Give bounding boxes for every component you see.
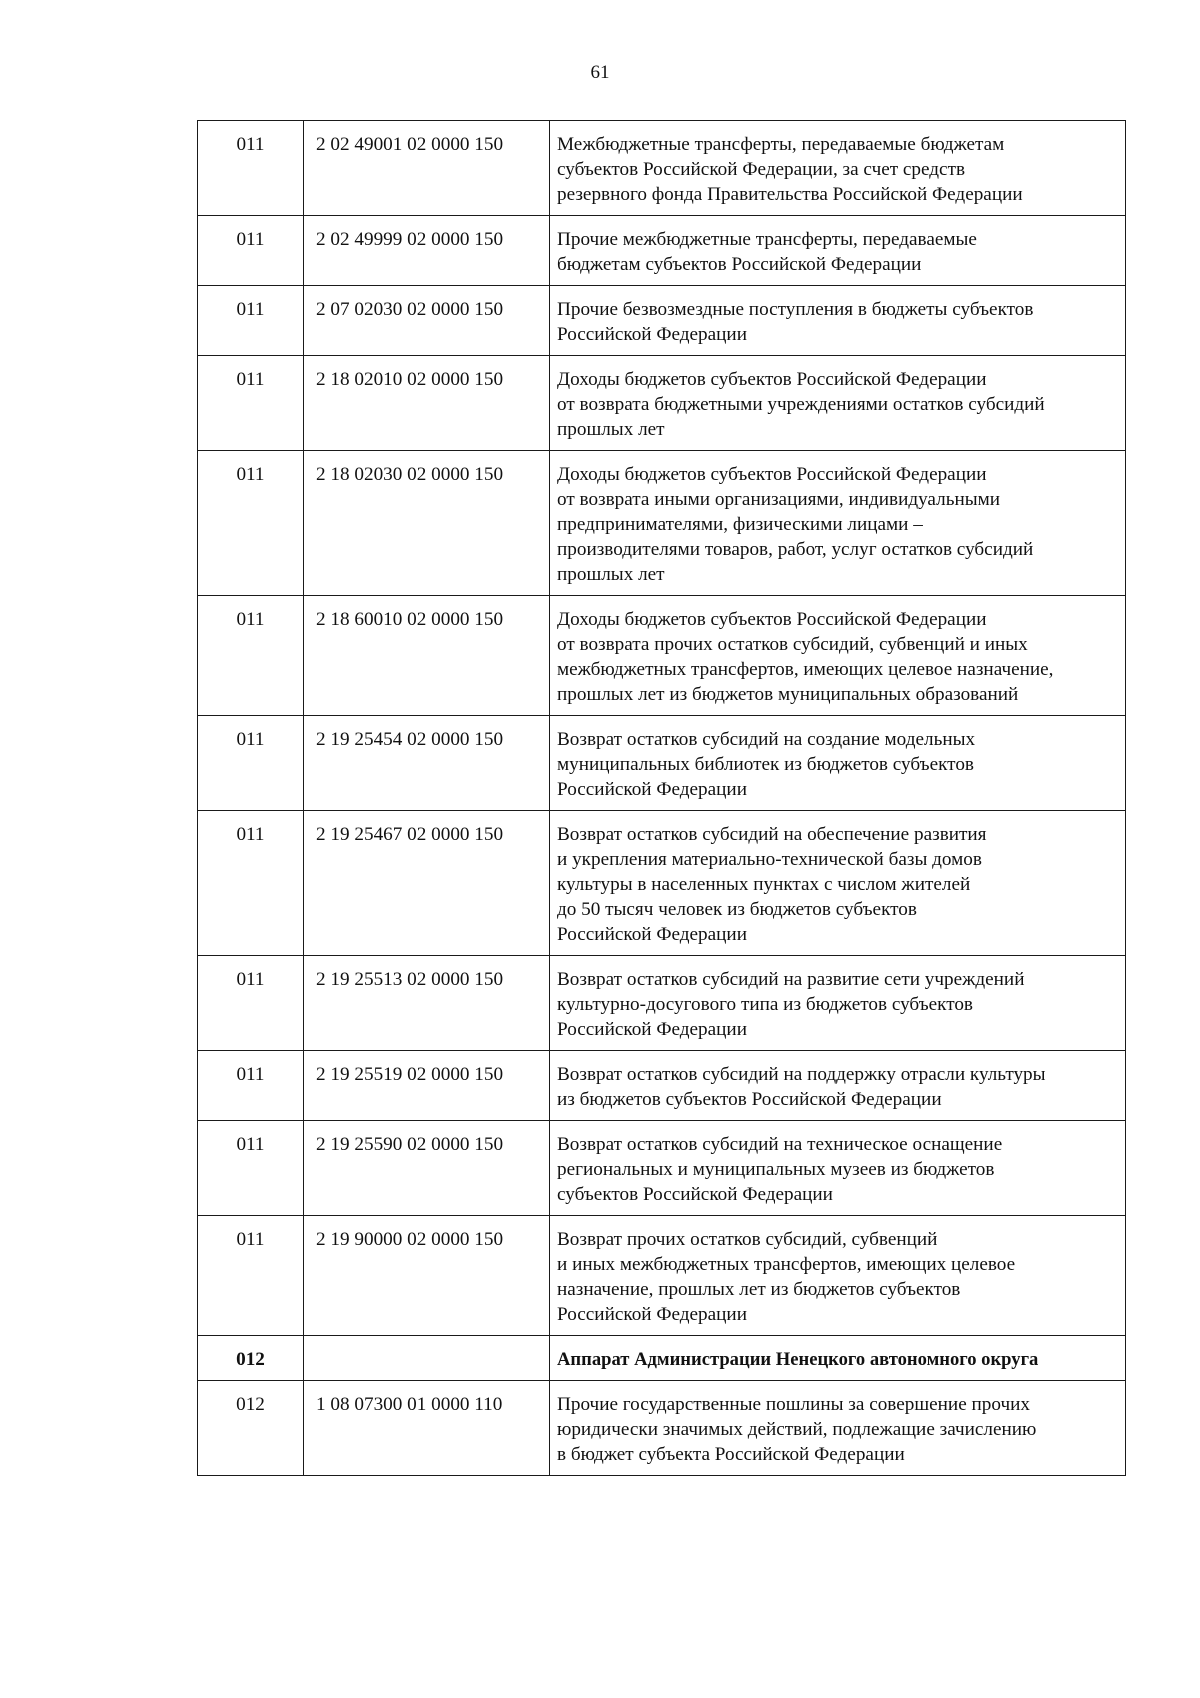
table-row	[198, 956, 1126, 1051]
page-number: 61	[590, 62, 610, 83]
table-row	[198, 216, 1126, 286]
budget-code-cell: 1 08 07300 01 0000 110	[304, 1381, 550, 1476]
revenue-name-cell: Возврат остатков субсидий на создание модельных муниципальных библиотек из бюджетов субъектов Российской Федерации	[550, 716, 1126, 811]
table-row	[198, 451, 1126, 596]
revenue-name-cell: Возврат остатков субсидий на поддержку отрасли культуры из бюджетов субъектов Российской Федерации	[550, 1051, 1126, 1121]
table-row	[198, 1121, 1126, 1216]
administrator-name-cell: Аппарат Администрации Ненецкого автономного округа	[550, 1336, 1126, 1381]
revenue-name-cell: Доходы бюджетов субъектов Российской Федерации от возврата бюджетными учреждениями остатков субсидий прошлых лет	[550, 356, 1126, 451]
budget-code-cell: 2 19 90000 02 0000 150	[304, 1216, 550, 1336]
revenue-name-cell: Прочие межбюджетные трансферты, передаваемые бюджетам субъектов Российской Федерации	[550, 216, 1126, 286]
admin-code-cell: 011	[198, 811, 304, 956]
budget-code-cell: 2 07 02030 02 0000 150	[304, 286, 550, 356]
budget-code-cell: 2 02 49001 02 0000 150	[304, 121, 550, 216]
admin-code-cell: 011	[198, 596, 304, 716]
table-row	[198, 1216, 1126, 1336]
admin-code-cell: 011	[198, 216, 304, 286]
budget-code-cell: 2 02 49999 02 0000 150	[304, 216, 550, 286]
table-body	[198, 121, 1126, 1476]
budget-code-cell: 2 19 25467 02 0000 150	[304, 811, 550, 956]
admin-code-cell: 011	[198, 716, 304, 811]
table-row	[198, 286, 1126, 356]
revenue-name-cell: Прочие государственные пошлины за совершение прочих юридически значимых действий, подлежащие зачислению в бюджет субъекта Российской Федерации	[550, 1381, 1126, 1476]
budget-code-cell: 2 18 02030 02 0000 150	[304, 451, 550, 596]
revenue-name-cell: Возврат прочих остатков субсидий, субвенций и иных межбюджетных трансфертов, имеющих целевое назначение, прошлых лет из бюджетов субъектов Российской Федерации	[550, 1216, 1126, 1336]
admin-code-cell: 011	[198, 121, 304, 216]
table-row	[198, 596, 1126, 716]
admin-code-cell: 011	[198, 356, 304, 451]
budget-code-cell: 2 19 25454 02 0000 150	[304, 716, 550, 811]
revenue-name-cell: Возврат остатков субсидий на развитие сети учреждений культурно-досугового типа из бюджетов субъектов Российской Федерации	[550, 956, 1126, 1051]
admin-code-cell: 011	[198, 1121, 304, 1216]
table-row	[198, 1051, 1126, 1121]
revenue-name-cell: Возврат остатков субсидий на техническое оснащение региональных и муниципальных музеев из бюджетов субъектов Российской Федерации	[550, 1121, 1126, 1216]
budget-code-cell: 2 18 02010 02 0000 150	[304, 356, 550, 451]
admin-code-cell: 011	[198, 451, 304, 596]
admin-code-cell: 011	[198, 1051, 304, 1121]
table-row	[198, 1381, 1126, 1476]
budget-code-cell	[304, 1336, 550, 1381]
budget-code-cell: 2 19 25513 02 0000 150	[304, 956, 550, 1051]
revenue-classification-table	[197, 120, 1126, 1476]
revenue-name-cell: Прочие безвозмездные поступления в бюджеты субъектов Российской Федерации	[550, 286, 1126, 356]
admin-code-cell: 012	[198, 1336, 304, 1381]
table-row	[198, 356, 1126, 451]
admin-code-cell: 011	[198, 286, 304, 356]
admin-code-cell: 012	[198, 1381, 304, 1476]
revenue-name-cell: Доходы бюджетов субъектов Российской Федерации от возврата иными организациями, индивидуальными предпринимателями, физическими лицами – производителями товаров, работ, услуг остатков субсидий прошлых лет	[550, 451, 1126, 596]
budget-code-cell: 2 19 25519 02 0000 150	[304, 1051, 550, 1121]
budget-code-cell: 2 18 60010 02 0000 150	[304, 596, 550, 716]
revenue-name-cell: Возврат остатков субсидий на обеспечение развития и укрепления материально-технической базы домов культуры в населенных пунктах с числом жителей до 50 тысяч человек из бюджетов субъектов Российской Федерации	[550, 811, 1126, 956]
admin-code-cell: 011	[198, 1216, 304, 1336]
table-row	[198, 121, 1126, 216]
budget-code-cell: 2 19 25590 02 0000 150	[304, 1121, 550, 1216]
revenue-name-cell: Доходы бюджетов субъектов Российской Федерации от возврата прочих остатков субсидий, субвенций и иных межбюджетных трансфертов, имеющих целевое назначение, прошлых лет из бюджетов муниципальных образований	[550, 596, 1126, 716]
table-row	[198, 716, 1126, 811]
table-row	[198, 811, 1126, 956]
administrator-heading-row	[198, 1336, 1126, 1381]
admin-code-cell: 011	[198, 956, 304, 1051]
revenue-name-cell: Межбюджетные трансферты, передаваемые бюджетам субъектов Российской Федерации, за счет средств резервного фонда Правительства Российской Федерации	[550, 121, 1126, 216]
